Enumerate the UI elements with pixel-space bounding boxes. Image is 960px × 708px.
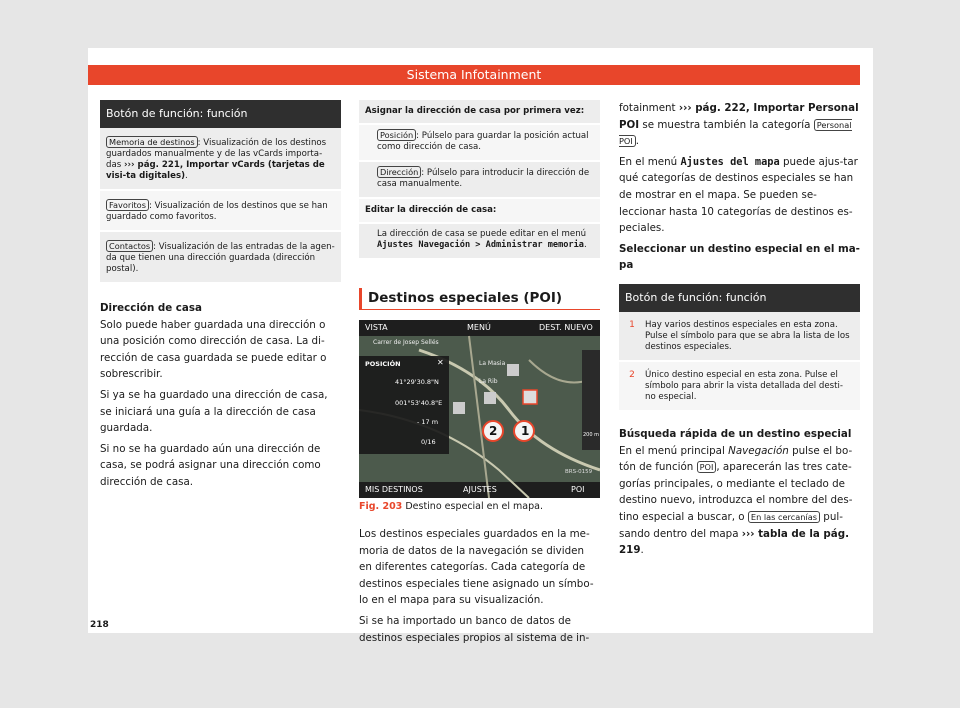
cross-reference[interactable]: ››› pág. 222, Importar Personal POI <box>619 102 859 131</box>
row-text: Único destino especial en esta zona. Pulse el símbolo para abrir la vista detallada del desti-no especial. <box>645 369 844 402</box>
position-panel-title: POSICIÓN <box>365 360 401 368</box>
text: . <box>635 135 640 148</box>
latitude-value: 41°29'30.8"N <box>395 378 439 386</box>
paragraph <box>619 100 860 150</box>
table-row <box>100 191 341 232</box>
street-label: Carrer de Josep Sellés <box>373 339 439 346</box>
row-text: Hay varios destinos especiales en esta zona. Pulse el símbolo para que se abra la lista de los destinos especiales. <box>645 319 850 352</box>
text: En el menú principal <box>619 444 725 457</box>
scale-label: 200 m <box>583 432 600 438</box>
button-key-label: POI <box>697 461 717 473</box>
quick-search-section <box>619 426 860 559</box>
subheading: Dirección de casa <box>100 302 202 314</box>
paragraph: Si ya se ha guardado una dirección de casa, se iniciará una guía a la dirección de casa guardada. <box>100 388 328 435</box>
function-table-header: Botón de función: función <box>100 100 341 128</box>
table-row <box>100 128 341 191</box>
row-text: : Púlselo para guardar la posición actual como dirección de casa. <box>377 131 589 152</box>
settings-button[interactable]: AJUSTES <box>463 485 497 494</box>
text: . <box>640 544 644 557</box>
column-left <box>100 100 341 495</box>
figure-caption <box>359 498 600 516</box>
page-number: 218 <box>90 620 109 630</box>
figure-number: Fig. 203 <box>359 501 403 512</box>
new-destination-button[interactable]: DEST. NUEVO <box>539 323 593 332</box>
button-key-label: En las cercanías <box>748 511 820 523</box>
paragraph <box>619 443 860 559</box>
paragraph: Solo puede haber guardada una dirección o una posición como dirección de casa. La di-rección de casa guardada se puede editar o sobrescribir. <box>100 318 327 381</box>
cross-reference[interactable]: ››› tabla de la pág. 219 <box>619 527 850 557</box>
menu-path: Ajustes Navegación > Administrar memoria <box>377 240 584 250</box>
text: puede ajus-tar qué categorías de destinos especiales se han de mostrar en el mapa. Se pueden se-leccionar hasta 10 categorías de destinos es-peciales. <box>619 155 858 235</box>
poi-continued <box>619 100 860 274</box>
home-address-section <box>100 300 341 491</box>
table-row <box>100 232 341 284</box>
caption-text: Destino especial en el mapa. <box>405 501 544 512</box>
assign-heading: Asignar la dirección de casa por primera vez: <box>359 100 600 125</box>
text: se muestra también la categoría <box>642 118 811 131</box>
callout-number: 2 <box>489 424 498 438</box>
menu-path: Ajustes del mapa <box>680 155 780 168</box>
button-key-label: Posición <box>377 129 416 141</box>
column-middle <box>359 100 600 650</box>
text: , aparecerán las tres cate-gorías principales, o mediante el teclado de destino nuevo, introduzca el nombre del des-tino especial a buscar, o <box>619 461 853 523</box>
table-row <box>359 125 600 162</box>
row-text: : Visualización de las entradas de la agen-da que tienen una dirección guardada (dirección postal). <box>106 242 335 274</box>
place-label: La Masia <box>479 360 506 367</box>
table-row <box>619 312 860 362</box>
text: En el menú <box>619 155 678 168</box>
close-icon[interactable]: ✕ <box>437 358 444 367</box>
paragraph: Si se ha importado un banco de datos de destinos especiales propios al sistema de in- <box>359 614 590 644</box>
subheading: Búsqueda rápida de un destino especial <box>619 427 852 440</box>
callout-number: 1 <box>521 424 530 438</box>
cross-reference[interactable]: ››› pág. 221, Importar vCards (tarjetas de visi-ta digitales) <box>106 160 325 181</box>
button-key-label: Memoria de destinos <box>106 136 198 148</box>
callout-number: 2 <box>629 369 635 380</box>
place-label: La Rib <box>479 378 498 385</box>
button-key-label: Contactos <box>106 240 153 252</box>
text: fotainment <box>619 102 676 114</box>
navigation-screenshot <box>359 320 600 498</box>
text: pul-sando dentro del mapa <box>619 510 843 540</box>
vista-button[interactable]: VISTA <box>365 323 388 332</box>
row-text: : Visualización de los destinos que se han guardado como favoritos. <box>106 201 328 222</box>
running-header: Sistema Infotainment <box>88 65 860 85</box>
row-tail: . <box>185 171 188 181</box>
button-key-label: Favoritos <box>106 199 149 211</box>
paragraph: Los destinos especiales guardados en la me-moria de datos de la navegación se dividen en diferentes categorías. Cada categoría de destinos especiales tiene asignado un símbo-lo en el mapa para su visualización. <box>359 528 594 607</box>
satellites-value: 0/16 <box>421 438 436 446</box>
column-right <box>619 100 860 563</box>
table-row <box>359 162 600 199</box>
longitude-value: 001°53'40.8"E <box>395 399 443 407</box>
function-table-header: Botón de función: función <box>619 284 860 312</box>
table-row: La dirección de casa se puede editar en el menú Ajustes Navegación > Administrar memoria. <box>359 224 600 260</box>
poi-intro <box>359 526 600 646</box>
subheading: Seleccionar un destino especial en el ma-pa <box>619 242 860 272</box>
button-key-label: Personal POI <box>619 119 852 147</box>
paragraph: Si no se ha guardado aún una dirección de casa, se podrá asignar una dirección como dirección de casa. <box>100 442 321 488</box>
poi-button[interactable]: POI <box>571 485 585 494</box>
altitude-value: - 17 m <box>417 418 439 426</box>
map-svg <box>359 320 600 498</box>
row-text: La dirección de casa se puede editar en el menú <box>377 229 587 239</box>
my-destinations-button[interactable]: MIS DESTINOS <box>365 485 423 494</box>
row-text: : Visualización de los destinos guardados manualmente y de las vCards importa-das <box>106 138 327 170</box>
paragraph <box>619 154 860 237</box>
figure-code: BRS-0159 <box>565 469 593 475</box>
row-text: : Púlselo para introducir la dirección de casa manualmente. <box>377 168 590 189</box>
menu-button[interactable]: MENÚ <box>467 323 491 332</box>
edit-heading: Editar la dirección de casa: <box>359 199 600 224</box>
text: pulse el bo-tón de función <box>619 444 853 474</box>
menu-name: Navegación <box>728 444 789 457</box>
callout-number: 1 <box>629 319 635 330</box>
section-title: Destinos especiales (POI) <box>359 288 600 310</box>
table-row <box>619 362 860 412</box>
button-key-label: Dirección <box>377 166 421 178</box>
